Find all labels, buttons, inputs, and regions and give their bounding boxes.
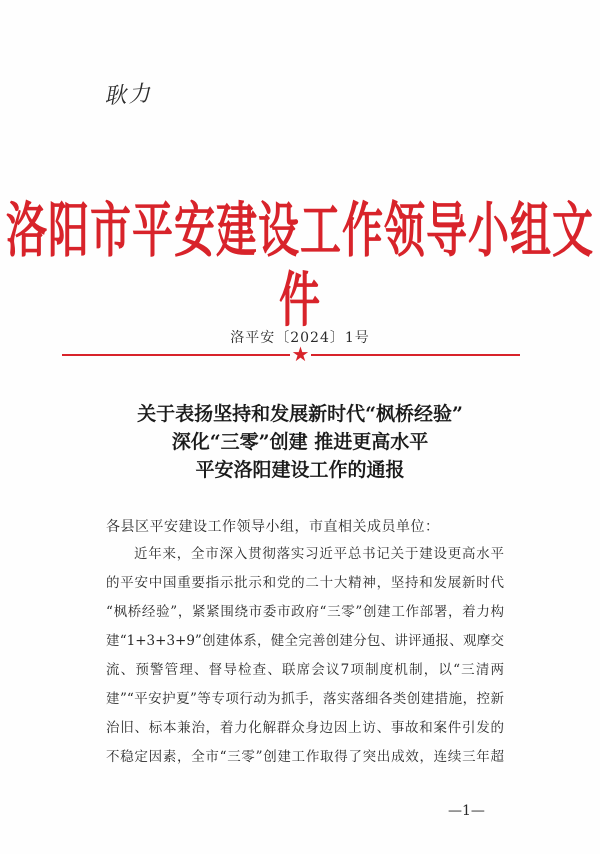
document-masthead: 洛阳市平安建设工作领导小组文件: [6, 196, 594, 336]
red-divider-right: [311, 354, 520, 356]
body-line-8: 不稳定因素，全市“三零”创建工作取得了突出成效，连续三年超: [106, 749, 504, 765]
handwritten-signature: 耿力: [103, 81, 153, 110]
red-divider-left: [62, 354, 290, 356]
title-line-2: 深化“三零”创建 推进更高水平: [171, 431, 429, 453]
body-line-4: 建“1+3+3+9”创建体系，健全完善创建分包、讲评通报、观摩交: [106, 633, 504, 649]
body-line-6: 建”“平安护夏”等专项行动为抓手，落实落细各类创建措施，控新: [106, 691, 504, 707]
red-star-icon: ★: [291, 342, 310, 366]
title-line-3: 平安洛阳建设工作的通报: [195, 459, 405, 481]
body-line-2: 的平安中国重要指示批示和党的二十大精神，坚持和发展新时代: [106, 575, 504, 591]
salutation: 各县区平安建设工作领导小组，市直相关成员单位：: [106, 519, 440, 535]
page-number: —1—: [448, 803, 485, 819]
body-line-7: 治旧、标本兼治，着力化解群众身边因上访、事故和案件引发的: [106, 720, 504, 736]
document-number: 洛平安〔2024〕1号: [230, 330, 370, 346]
body-line-1: 近年来，全市深入贯彻落实习近平总书记关于建设更高水平: [134, 546, 504, 562]
title-line-1: 关于表扬坚持和发展新时代“枫桥经验”: [137, 403, 463, 425]
body-line-3: “枫桥经验”，紧紧围绕市委市政府“三零”创建工作部署，着力构: [106, 604, 504, 620]
notice-title: [0, 400, 600, 484]
body-line-5: 流、预警管理、督导检查、联席会议7项制度机制，以“三清两: [106, 662, 504, 678]
